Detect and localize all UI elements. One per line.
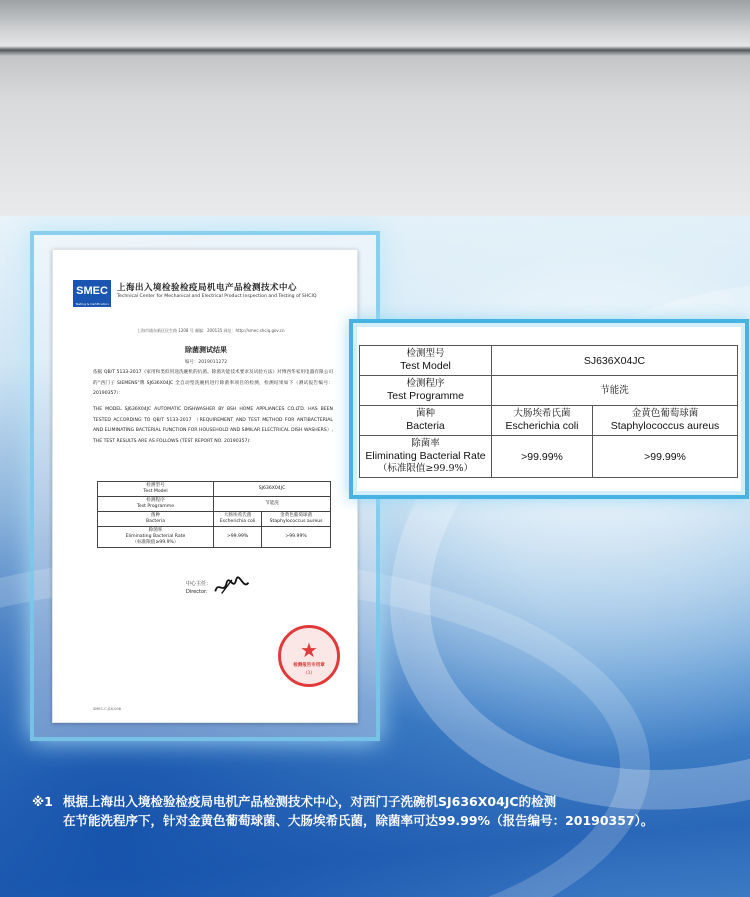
staph-header: 金黄色葡萄球菌 Staphylococcus aureus (593, 406, 738, 436)
ecoli-rate: >99.99% (492, 436, 593, 478)
programme-value: 节能洗 (214, 497, 331, 512)
rate-label: 除菌率 Eliminating Bacterial Rate （标准限值≥99.9%） (98, 527, 214, 548)
magnified-results-table (359, 345, 738, 478)
smec-logo-subtitle: Testing & Certification (73, 302, 111, 307)
table-row (98, 512, 331, 527)
footnote-line-1: 根据上海出入境检验检疫局电机产品检测技术中心，对西门子洗碗机SJ636X04JC的检测 (63, 794, 557, 809)
certificate-results-table (97, 481, 331, 548)
rate-label: 除菌率 Eliminating Bacterial Rate （标准限值≥99.9%） (360, 436, 492, 478)
smec-logo: SMEC (73, 280, 111, 302)
model-label: 检测型号 Test Model (360, 346, 492, 376)
footnote-line-2: 在节能洗程序下，针对金黄色葡萄球菌、大肠埃希氏菌，除菌率可达99.99%（报告编号：20190357）。 (63, 813, 654, 828)
organization-address: 上海市浦东新区民生路 1208 号 邮编：200135 网址：http://smec.shciq.gov.cn (137, 328, 285, 333)
programme-label: 检测程序 Test Programme (98, 497, 214, 512)
table-row (360, 346, 738, 376)
organization-name-cn: 上海出入境检验检疫局机电产品检测技术中心 (117, 283, 298, 293)
certificate-showcase (0, 216, 750, 897)
stamp-number: (1) (305, 671, 313, 676)
bacteria-label: 菌种 Bacteria (98, 512, 214, 527)
staph-rate: >99.99% (593, 436, 738, 478)
model-label: 检测型号 Test Model (98, 482, 214, 497)
bacteria-label: 菌种 Bacteria (360, 406, 492, 436)
magnified-results-callout (349, 319, 749, 499)
official-stamp (278, 625, 340, 687)
organization-name-en: Technical Center for Mechanical and Electrical Product Inspection and Testing of SHCIQ (117, 294, 317, 299)
table-row (98, 527, 331, 548)
model-value: SJ636X04JC (214, 482, 331, 497)
table-row (98, 497, 331, 512)
certificate-title: 除菌测试结果 (185, 346, 227, 354)
staph-header: 金黄色葡萄球菌 Staphylococcus aureus (262, 512, 331, 527)
ecoli-header: 大肠埃希氏菌 Escherichia coli (492, 406, 593, 436)
table-row (360, 406, 738, 436)
statement-cn: 依据 QB/T 5133-2017《家用和类似用途洗碗机的抗菌、除菌功能技术要求及试验方法》对博西华家用电器有限公司 的"西门子 SIEMENS"牌 SJ636X04JC 全自动型洗碗机进行除菌率项目的检测，检测结果如下（测试报告编号：20190357）： (93, 370, 333, 396)
table-row (360, 376, 738, 406)
table-row (360, 436, 738, 478)
table-row (98, 482, 331, 497)
model-value: SJ636X04JC (492, 346, 738, 376)
programme-label: 检测程序 Test Programme (360, 376, 492, 406)
stamp-star-icon: ★ (300, 638, 318, 662)
footnote-mark: ※1 (32, 794, 53, 809)
ecoli-header: 大肠埃希氏菌 Escherichia coli (214, 512, 262, 527)
programme-value: 节能洗 (492, 376, 738, 406)
stamp-label: 检测报告专用章 (293, 663, 325, 668)
test-certificate (52, 249, 358, 723)
staph-rate: >99.99% (262, 527, 331, 548)
director-signature (212, 574, 253, 601)
certificate-footer-code: SMEC-C-JLK-006 (93, 707, 121, 711)
director-label: 中心主任： Director: (186, 581, 212, 595)
ecoli-rate: >99.99% (214, 527, 262, 548)
top-gray-band (0, 0, 750, 216)
report-number: 编号：2019011272 (184, 360, 228, 365)
signature-scribble-icon (212, 574, 252, 597)
statement-en: THE MODEL SJ636X04JC AUTOMATIC DISHWASHER BY BSH HOME APPLIANCES CO.LTD. HAS BEEN TESTED ACCORDING TO QB/T 5133-2017 （REQUIREMENT AND TEST METHOD FOR ANTIBACTERIAL AND ELIMINATING BACTERIAL FUNCTION FOR HOUSEHOLD AND SIMILAR ELECTRICAL DISH WASHERS）, THE TEST RESULTS ARE AS FOLLOWS (TEST REPORT NO. 20190357): (93, 407, 333, 444)
